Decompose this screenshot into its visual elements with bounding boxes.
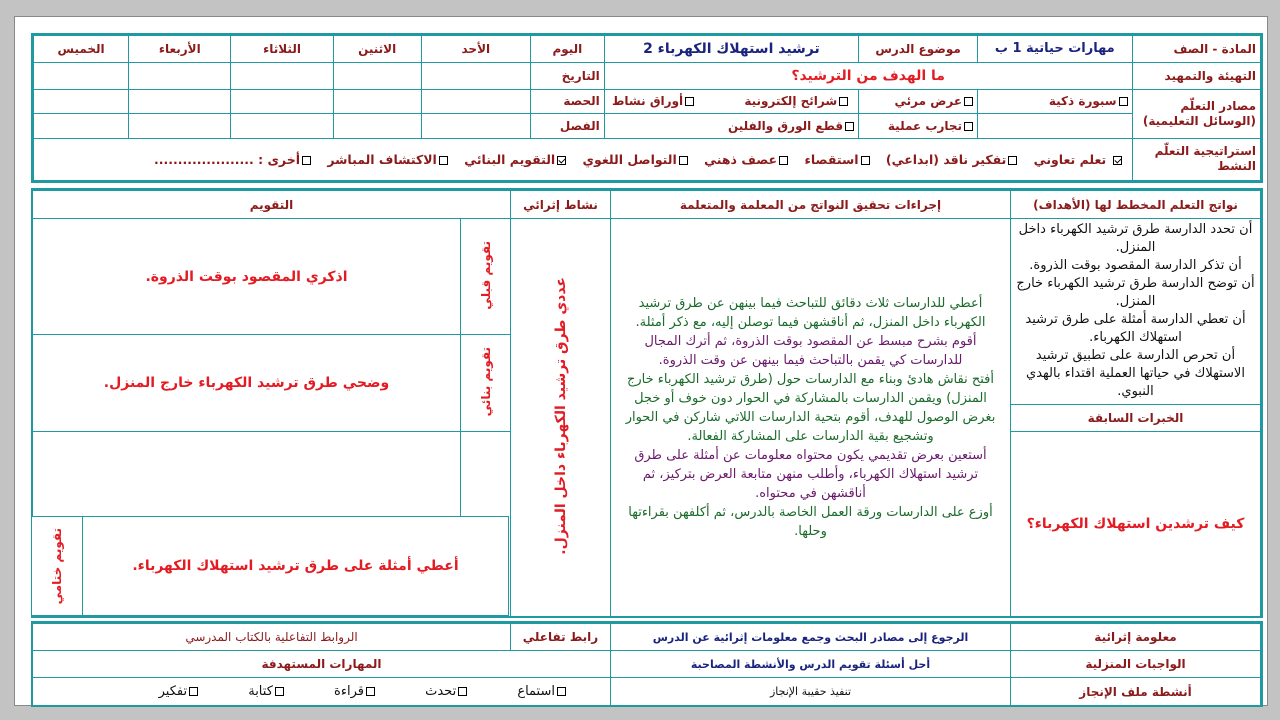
day-header: الخميس — [34, 36, 129, 63]
eval-question: اذكري المقصود بوقت الذروة. — [33, 219, 461, 335]
intro-label: التهيئة والتمهيد — [1132, 62, 1260, 89]
strategy-option[interactable]: تعلم تعاوني — [1034, 152, 1122, 167]
checkbox[interactable] — [845, 122, 854, 131]
procedure-step: أفتح نقاش هادئ وبناء مع الدارسات حول (طرق ترشيد الكهرباء خارج المنزل) ويقمن الدارسات بالمشاركة في الحوار دون خوف أو خجل بغرض الوصول للهدف، أقوم بتحية الدارسات اللاتي شاركن في الحوار وتشجيع بقية الدارسات على المشاركة الفعالة. — [625, 372, 996, 444]
checkbox[interactable] — [839, 97, 848, 106]
eval-type: تقويم قبلي — [478, 240, 493, 310]
class-label: الفصل — [531, 114, 605, 139]
checkbox[interactable] — [275, 687, 284, 696]
footer-section — [31, 621, 1263, 707]
class-cell[interactable] — [129, 114, 231, 139]
interactive-link-value[interactable]: الروابط التفاعلية بالكتاب المدرسي — [33, 624, 511, 651]
eval-type: تقويم بنائي — [478, 346, 493, 417]
checkbox[interactable] — [1113, 156, 1122, 165]
checkbox[interactable] — [779, 156, 788, 165]
period-cell[interactable] — [129, 89, 231, 114]
day-header: الأحد — [421, 36, 530, 63]
subject-grade-label: المادة - الصف — [1132, 36, 1260, 63]
checkbox[interactable] — [1008, 156, 1017, 165]
objective-item: أن تعطي الدارسة أمثلة على طرق ترشيد استهلاك الكهرباء. — [1025, 312, 1246, 345]
skill-option[interactable]: تحدث — [425, 684, 467, 699]
checkbox[interactable] — [685, 97, 694, 106]
period-cell[interactable] — [34, 89, 129, 114]
strategy-option[interactable]: الاكتشاف المباشر — [327, 152, 447, 167]
source-option[interactable]: أوراق نشاط — [612, 94, 694, 108]
strategies-label: استراتيجية التعلّم النشط — [1132, 138, 1260, 180]
objective-item: أن تحرص الدارسة على تطبيق ترشيد الاستهلاك في حياتها العملية اقتداء بالهدي النبوي. — [1026, 348, 1245, 399]
procedures-header: إجراءات تحقيق النواتج من المعلمة والمتعلمة — [611, 191, 1011, 219]
date-cell[interactable] — [231, 62, 333, 89]
homework-label: الواجبات المنزلية — [1011, 651, 1261, 678]
prior-knowledge-question: كيف ترشدين استهلاك الكهرباء؟ — [1011, 432, 1261, 617]
strategy-option[interactable]: التواصل اللغوي — [583, 152, 688, 167]
checkbox[interactable] — [964, 97, 973, 106]
date-cell[interactable] — [421, 62, 530, 89]
source-option[interactable]: قطع الورق والفلين — [604, 114, 858, 139]
day-header: الثلاثاء — [231, 36, 333, 63]
period-cell[interactable] — [231, 89, 333, 114]
eval-type-cell — [461, 335, 511, 432]
date-cell[interactable] — [34, 62, 129, 89]
enrich-info-value: الرجوع إلى مصادر البحث وجمع معلومات إثرائية عن الدرس — [611, 624, 1011, 651]
period-cell[interactable] — [333, 89, 421, 114]
date-label: التاريخ — [531, 62, 605, 89]
prior-knowledge-label: الخبرات السابقة — [1011, 405, 1261, 432]
checkbox[interactable] — [366, 687, 375, 696]
topic-value: ترشيد استهلاك الكهرباء 2 — [604, 36, 858, 63]
checkbox[interactable] — [557, 156, 566, 165]
procedure-step: أستعين بعرض تقديمي يكون محتواه معلومات عن أمثلة على طرق ترشيد استهلاك الكهرباء، وأطلب منهن متابعة العرض بتركيز، ثم أناقشهن في محتواه. — [634, 448, 987, 501]
eval-question: أعطي أمثلة على طرق ترشيد استهلاك الكهرباء. — [132, 558, 459, 574]
intro-question: ما الهدف من الترشيد؟ — [604, 62, 1132, 89]
class-cell[interactable] — [421, 114, 530, 139]
evaluation-header: التقويم — [33, 191, 511, 219]
date-cell[interactable] — [333, 62, 421, 89]
skill-option[interactable]: تفكير — [159, 684, 198, 699]
checkbox[interactable] — [458, 687, 467, 696]
strategies-list — [34, 138, 1133, 180]
objectives-list — [1011, 219, 1261, 405]
date-cell[interactable] — [129, 62, 231, 89]
checkbox[interactable] — [964, 122, 973, 131]
period-cell[interactable] — [421, 89, 530, 114]
skills-label: المهارات المستهدفة — [33, 651, 611, 678]
period-label: الحصة — [531, 89, 605, 114]
skills-list — [33, 678, 611, 706]
strategy-option[interactable]: أخرى : ..................... — [154, 152, 311, 167]
header-section — [31, 33, 1263, 183]
strategy-option[interactable]: استقصاء — [804, 152, 869, 167]
source-option[interactable]: تجارب عملية — [859, 114, 978, 139]
class-cell[interactable] — [34, 114, 129, 139]
checkbox[interactable] — [439, 156, 448, 165]
subject-grade-value: مهارات حياتية 1 ب — [978, 36, 1133, 63]
portfolio-value: تنفيذ حقيبة الإنجاز — [611, 678, 1011, 706]
interactive-link-label: رابط تفاعلي — [511, 624, 611, 651]
page — [14, 16, 1268, 706]
eval-type-cell — [461, 219, 511, 335]
day-header: الأربعاء — [129, 36, 231, 63]
skill-option[interactable]: قراءة — [334, 684, 375, 699]
checkbox[interactable] — [1119, 97, 1128, 106]
class-cell[interactable] — [333, 114, 421, 139]
strategy-option[interactable]: تفكير ناقد (ابداعي) — [886, 152, 1017, 167]
enrichment-header: نشاط إثرائي — [511, 191, 611, 219]
procedure-step: أوزع على الدارسات ورقة العمل الخاصة بالدرس، ثم أكلفهن بقراءتها وحلها. — [628, 505, 993, 539]
class-cell[interactable] — [231, 114, 333, 139]
checkbox[interactable] — [861, 156, 870, 165]
enrich-info-label: معلومة إثرائية — [1011, 624, 1261, 651]
sources-row1 — [604, 89, 858, 114]
skill-option[interactable]: كتابة — [248, 684, 284, 699]
procedure-step: أعطي للدارسات ثلاث دقائق للتباحث فيما بينهن عن طرق ترشيد الكهرباء داخل المنزل، ثم أناقشهن فيما توصلن إليه، مع ذكر أمثلة. — [635, 296, 986, 330]
eval-type: تقويم ختامي — [50, 527, 64, 605]
procedure-step: أقوم بشرح مبسط عن المقصود بوقت الذروة، ثم أترك المجال للدارسات كي يقمن بالتباحث فيما بينهن عن وقت الذروة. — [644, 334, 977, 368]
strategy-option[interactable]: عصف ذهني — [704, 152, 788, 167]
source-option[interactable]: سبورة ذكية — [978, 89, 1133, 114]
outcomes-header: نواتج التعلم المخطط لها (الأهداف) — [1011, 191, 1261, 219]
day-header: الاثنين — [333, 36, 421, 63]
source-option[interactable]: شرائح إلكترونية — [744, 94, 848, 108]
portfolio-label: أنشطة ملف الإنجاز — [1011, 678, 1261, 706]
objective-item: أن تذكر الدارسة المقصود بوقت الذروة. — [1029, 258, 1242, 273]
eval-final-row — [31, 516, 509, 616]
eval-type-cell — [32, 517, 83, 615]
source-option[interactable] — [978, 114, 1133, 139]
enrichment-text: عددي طرق ترشيد الكهرباء داخل المنزل. — [552, 277, 569, 555]
strategy-option[interactable]: التقويم البنائي — [464, 152, 566, 167]
eval-question: وضحي طرق ترشيد الكهرباء خارج المنزل. — [33, 335, 461, 432]
lesson-plan-form — [31, 33, 1263, 707]
checkbox[interactable] — [302, 156, 311, 165]
sources-label: مصادر التعلّم (الوسائل التعليمية) — [1132, 89, 1260, 138]
enrichment-cell — [511, 219, 611, 617]
objective-item: أن تحدد الدارسة طرق ترشيد الكهرباء داخل المنزل. — [1018, 222, 1253, 255]
homework-value: أحل أسئلة تقويم الدرس والأنشطة المصاحبة — [611, 651, 1011, 678]
source-option[interactable]: عرض مرئي — [859, 89, 978, 114]
checkbox[interactable] — [557, 687, 566, 696]
procedures-cell — [611, 219, 1011, 617]
checkbox[interactable] — [679, 156, 688, 165]
day-label: اليوم — [531, 36, 605, 63]
objective-item: أن توضح الدارسة طرق ترشيد الكهرباء خارج المنزل. — [1016, 276, 1255, 309]
checkbox[interactable] — [189, 687, 198, 696]
topic-label: موضوع الدرس — [859, 36, 978, 63]
skill-option[interactable]: استماع — [517, 684, 566, 699]
